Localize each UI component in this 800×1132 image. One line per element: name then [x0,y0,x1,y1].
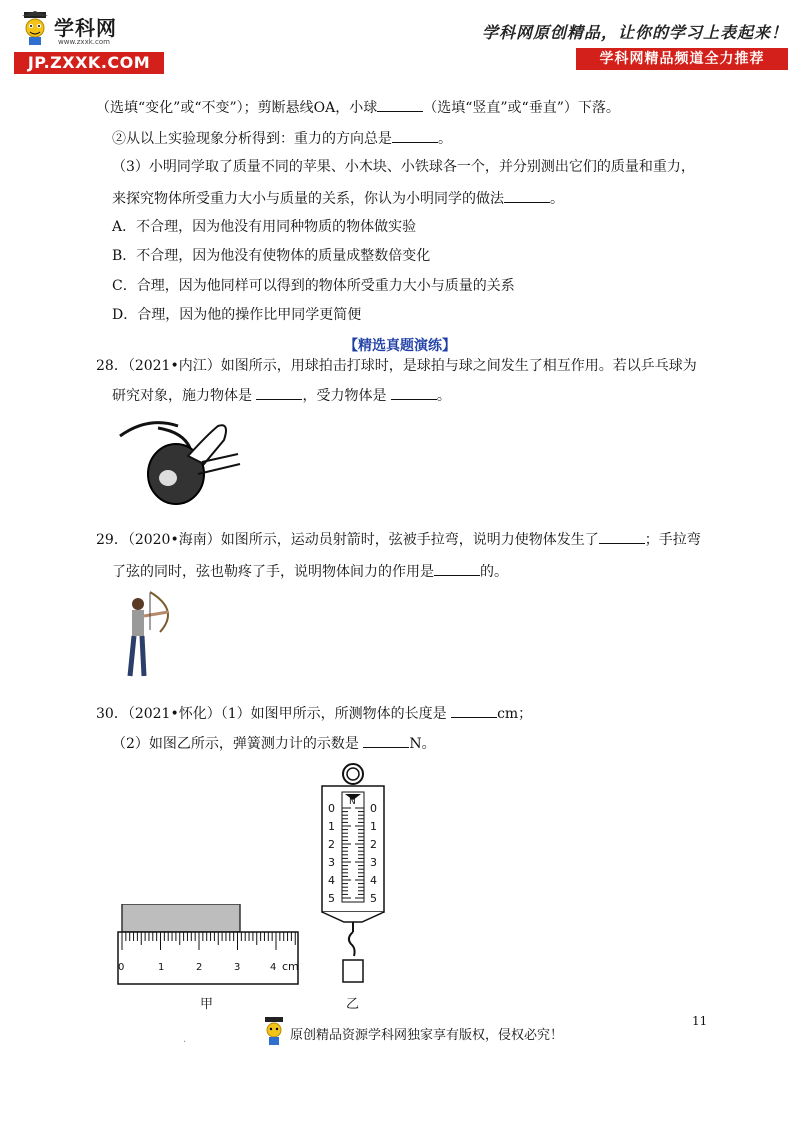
text-span: ，受力物体是 [302,388,387,404]
text-span: 。 [436,388,451,404]
page-number: 11 [692,1014,708,1028]
answer-blank [599,531,645,544]
ruler-label: 1 [158,962,165,973]
ring-icon [343,764,363,784]
logo-url-banner[interactable]: JP.ZXXK.COM [14,52,164,74]
mascot-icon [262,1016,286,1046]
hook-icon [349,932,355,956]
scale-label-left: 0 [328,802,335,815]
text-span: ；手拉弯 [644,532,701,548]
scale-label-right: 0 [370,802,377,815]
scale-label-left: 2 [328,838,335,851]
text-span: 29．（2020•海南）如图所示，运动员射箭时，弦被手拉弯，说明力使物体发生了 [96,532,599,548]
question-28-line2 [112,386,451,406]
ruler-label: 4 [270,962,277,973]
text-span: 。 [550,191,564,207]
racket-ball-figure [118,414,242,512]
text-line [96,98,620,118]
ruler-figure [114,904,314,1018]
text-span: 研究对象，施力物体是 [112,388,252,404]
copyright-notice: 原创精品资源学科网独家享有版权，侵权必究！ [290,1028,564,1043]
question-28-line1: 28．（2021•内江）如图所示，用球拍击打球时，是球拍与球之间发生了相互作用。若以乒乓球为 [96,358,697,374]
footer-dot: . [183,1034,187,1045]
ruler-unit: cm [282,960,299,973]
scale-label-left: 1 [328,820,335,833]
answer-blank [256,387,302,400]
text-line: （3）小明同学取了质量不同的苹果、小木块、小铁球各一个，并分别测出它们的质量和重力， [112,159,695,175]
text-span: 。 [438,131,452,147]
text-span: （2）如图乙所示，弹簧测力计的示数是 [112,736,359,752]
text-line [112,129,452,149]
text-span: 了弦的同时，弦也勒疼了手，说明物体间力的作用是 [112,564,434,580]
header-slogan: 学科网原创精品，让你的学习上表起来！ [481,23,788,42]
scale-label-right: 4 [370,874,377,887]
scale-label-right: 1 [370,820,377,833]
logo-subtext: www.zxxk.com [58,38,110,46]
answer-blank [392,130,438,143]
text-span: 来探究物体所受重力大小与质量的关系，你认为小明同学的做法 [112,191,504,207]
section-title: 【精选真题演练】 [344,338,456,354]
text-span: （选填“竖直”或“垂直”）下落。 [423,100,620,116]
scale-unit: N [349,797,356,807]
answer-blank [377,99,423,112]
mascot-icon [20,10,50,46]
text-span: cm； [497,706,533,722]
option-b: B．不合理，因为他没有使物体的质量成整数倍变化 [112,248,431,264]
question-29-line2 [112,562,508,582]
text-span: N。 [409,736,436,752]
question-30-line1 [96,704,532,724]
question-30-line2 [112,734,436,754]
text-line [112,189,564,209]
ruler-caption: 甲 [200,997,214,1012]
archer-figure [120,590,180,684]
scale-caption: 乙 [346,997,360,1012]
option-c: C．合理，因为他同样可以得到的物体所受重力大小与质量的关系 [112,278,515,294]
scale-label-right: 3 [370,856,377,869]
site-logo[interactable] [14,10,164,76]
logo-text: 学科网 [54,16,117,40]
measured-block [122,904,240,932]
scale-label-right: 2 [370,838,377,851]
text-span: （选填“变化”或“不变”）；剪断悬线OA，小球 [96,100,378,116]
question-29-line1 [96,530,701,550]
text-span: ②从以上实验现象分析得到：重力的方向总是 [112,131,392,147]
text-span: 30．（2021•怀化）（1）如图甲所示，所测物体的长度是 [96,706,447,722]
spring-scale-figure [318,760,388,1020]
scale-label-right: 5 [370,892,377,905]
answer-blank [504,190,550,203]
ruler-label: 3 [234,962,241,973]
option-a: A．不合理，因为他没有用同种物质的物体做实验 [112,219,417,235]
ruler-label: 2 [196,962,203,973]
answer-blank [434,563,480,576]
scale-label-left: 4 [328,874,335,887]
answer-blank [391,387,437,400]
ruler-label: 0 [118,962,125,973]
answer-blank [363,735,409,748]
option-d: D．合理，因为他的操作比甲同学更简便 [112,307,362,323]
answer-blank [451,705,497,718]
scale-label-left: 5 [328,892,335,905]
weight-block [343,960,363,982]
text-span: 的。 [480,564,508,580]
scale-label-left: 3 [328,856,335,869]
channel-banner[interactable]: 学科网精品频道全力推荐 [576,48,788,70]
